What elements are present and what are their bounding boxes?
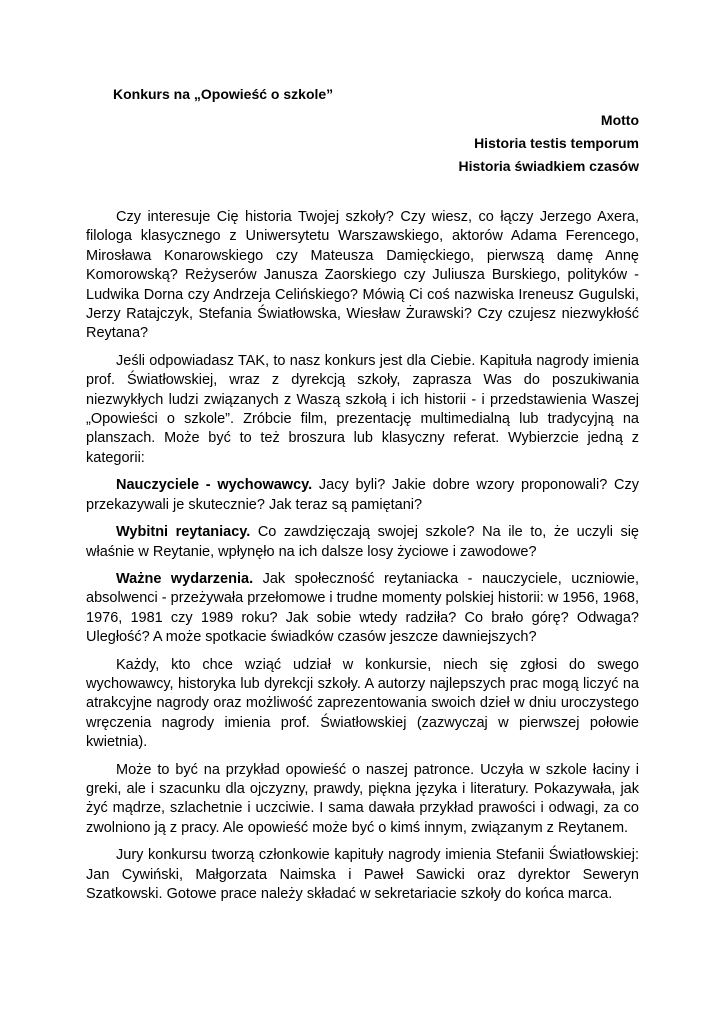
category-events-label: Ważne wydarzenia. — [116, 570, 254, 587]
document-body — [86, 208, 639, 904]
paragraph-category-alumni — [86, 523, 639, 562]
paragraph-category-teachers — [86, 476, 639, 515]
motto-latin: Historia testis temporum — [474, 135, 639, 151]
paragraph-category-events — [86, 570, 639, 648]
paragraph-example: Może to być na przykład opowieść o naszej patronce. Uczyła w szkole łaciny i greki, ale i szacunku dla ojczyzny, prawdy, piękna języka i literatury. Pokazywała, jak żyć mądrze, szlachetnie i uczciwie. I sama dawała przykład prawości i odwagi, za co zwolniono ją z pracy. Ale opowieść może być o kimś innym, związanym z Reytanem. — [86, 761, 639, 836]
motto-polish: Historia świadkiem czasów — [458, 158, 639, 174]
paragraph-participation: Każdy, kto chce wziąć udział w konkursie, niech się zgłosi do swego wychowawcy, historyka lub dyrekcji szkoły. A autorzy najlepszych prac mogą liczyć na atrakcyjne nagrody oraz możliwość zaprezentowania swoich dzieł w dniu uroczystego wręczenia nagrody imienia prof. Światłowskiej (zazwyczaj w pierwszej połowie kwietnia). — [86, 656, 639, 751]
paragraph-invite: Jeśli odpowiadasz TAK, to nasz konkurs jest dla Ciebie. Kapituła nagrody imienia prof. Światłowskiej, wraz z dyrekcją szkoły, zaprasza Was do poszukiwania niezwykłych ludzi związanych z Waszą szkołą i ich historii - i przedstawienia Waszej „Opowieści o szkole”. Zróbcie film, prezentację multimedialną lub tradycyjną na planszach. Może być to też broszura lub klasyczny referat. Wybierzcie jedną z kategorii: — [86, 352, 639, 466]
category-alumni-label: Wybitni reytaniacy. — [116, 524, 251, 541]
category-teachers-text: Jacy byli? Jakie dobre wzory proponowali? Czy przekazywali je skutecznie? Jak teraz są pamiętani? — [86, 477, 639, 513]
motto-block — [86, 109, 639, 178]
category-events-text: Jak społeczność reytaniacka - nauczyciele, uczniowie, absolwenci - przeżywała przełomowe i trudne momenty polskiej historii: w 1956, 1968, 1976, 1981 czy 1989 roku? Jak sobie wtedy radziła? Co brało górę? Odwaga? Uległość? A może spotkacie świadków czasów jeszcze dawniejszych? — [86, 570, 639, 646]
paragraph-jury: Jury konkursu tworzą członkowie kapituły nagrody imienia Stefanii Światłowskiej: Jan Cywiński, Małgorzata Naimska i Paweł Sawicki oraz dyrektor Seweryn Szatkowski. Gotowe prace należy składać w sekretariacie szkoły do końca marca. — [86, 847, 639, 902]
paragraph-intro: Czy interesuje Cię historia Twojej szkoły? Czy wiesz, co łączy Jerzego Axera, filologa klasycznego z Uniwersytetu Warszawskiego, aktorów Adama Ferencego, Mirosława Konarowskiego czy Mateusza Damięckiego, pierwszą damę Annę Komorowską? Reżyserów Janusza Zaorskiego czy Juliusza Burskiego, polityków - Ludwika Dorna czy Andrzeja Celińskiego? Mówią Ci coś nazwiska Ireneusz Gugulski, Jerzy Ratajczyk, Stefania Światłowska, Wiesław Żurawski? Czy czujesz niezwykłość Reytana? — [86, 209, 639, 342]
motto-label: Motto — [600, 112, 639, 128]
category-teachers-label: Nauczyciele - wychowawcy. — [116, 477, 313, 494]
category-alumni-text: Co zawdzięczają swojej szkole? Na ile to, że uczyli się właśnie w Reytanie, wpłynęło na ich dalsze losy życiowe i zawodowe? — [86, 524, 639, 560]
document-title: Konkurs na „Opowieść o szkole” — [113, 86, 334, 102]
